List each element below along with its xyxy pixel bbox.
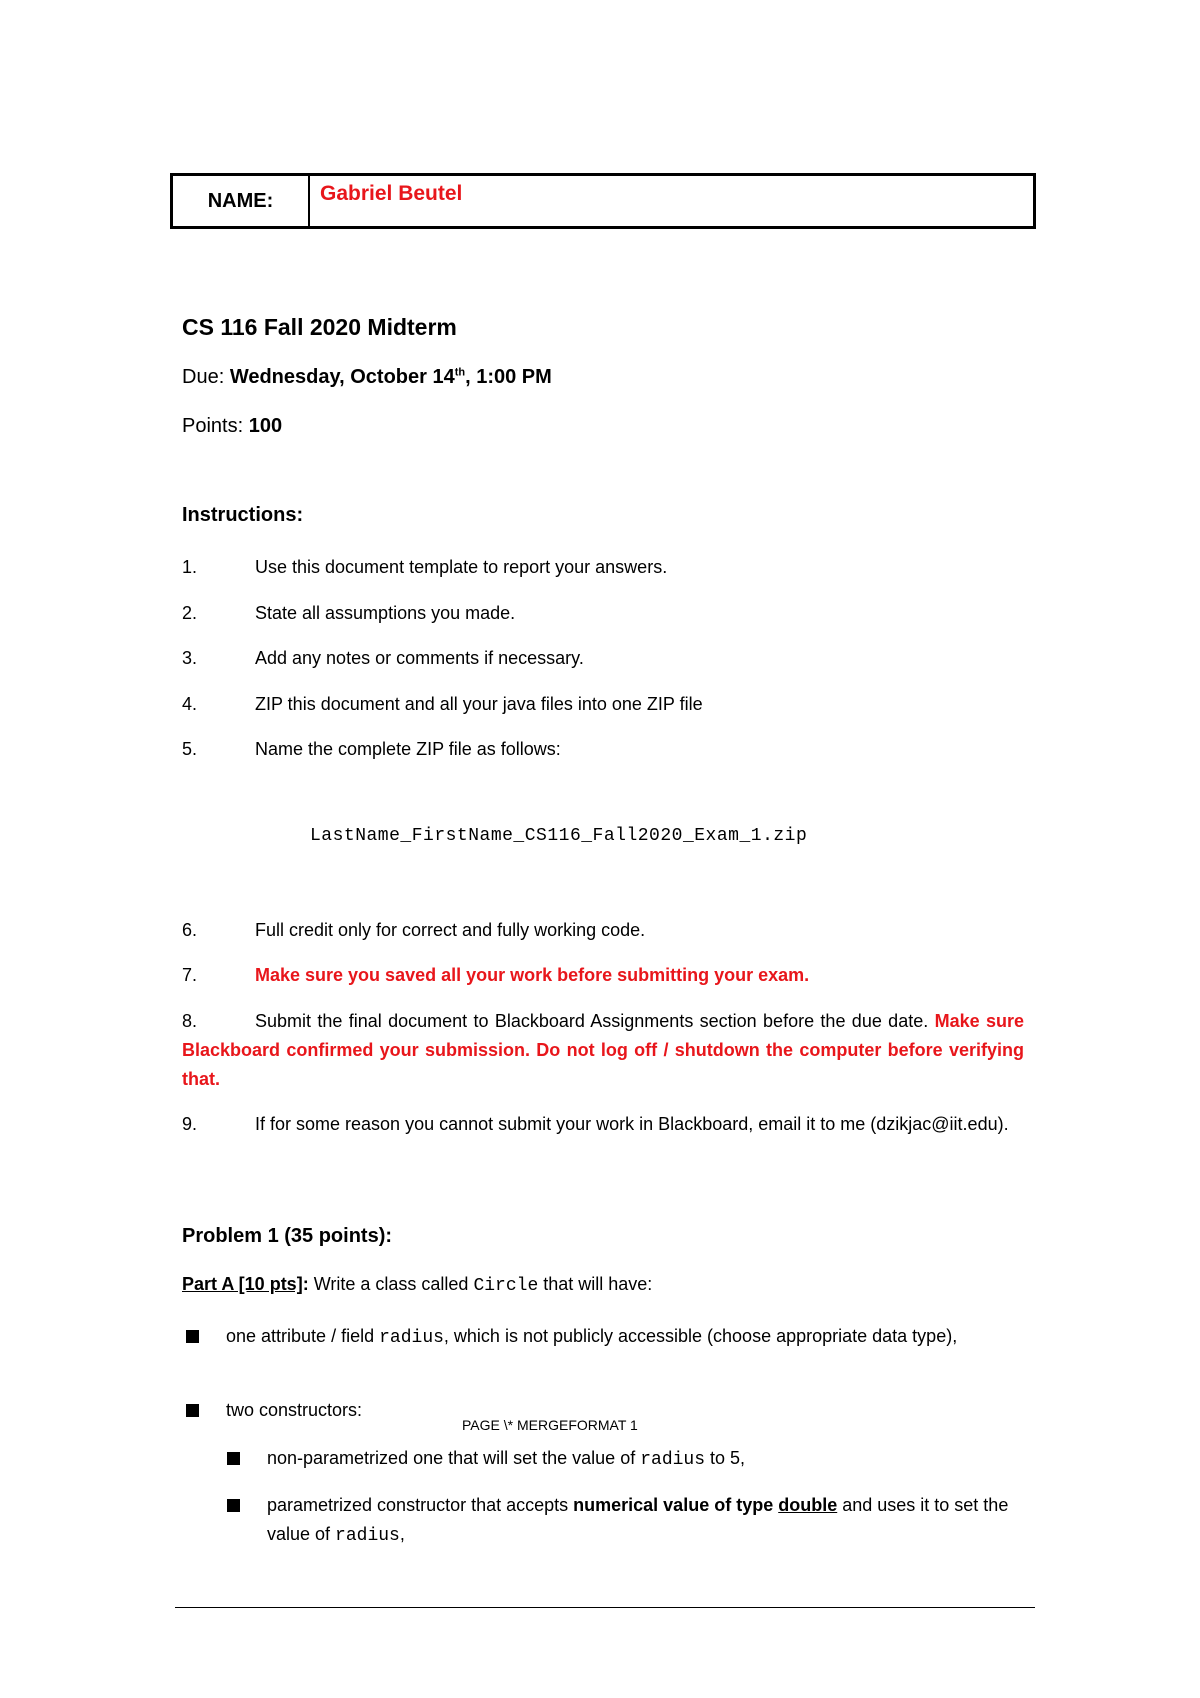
instruction-item: 8. Submit the final document to Blackboard Assignments section before the due date. Make sure Blackboard confirmed your submission. Do not log off / shutdown the computer before verifying that. [182, 1011, 1024, 1089]
points-label: Points: [182, 415, 244, 437]
square-bullet-icon [186, 1330, 199, 1343]
document-title: CS 116 Fall 2020 Midterm [182, 314, 457, 340]
instruction-item: 3. Add any notes or comments if necessary. [182, 648, 584, 668]
footer-divider [175, 1607, 1035, 1608]
due-label: Due: [182, 366, 225, 388]
list-item: parametrized constructor that accepts numerical value of type double and uses it to set the value of radius, [227, 1491, 1027, 1551]
due-value: Wednesday, October 14th, 1:00 PM [229, 366, 552, 388]
class-name-code: Circle [473, 1276, 539, 1296]
list-item: non-parametrized one that will set the value of radius to 5, [227, 1444, 1027, 1475]
square-bullet-icon [227, 1452, 240, 1465]
list-item: two constructors: [186, 1396, 1026, 1425]
square-bullet-icon [227, 1499, 240, 1512]
instruction-item: 9. If for some reason you cannot submit your work in Blackboard, email it to me (dzikjac@iit.edu). [182, 1114, 1009, 1134]
part-a-label: Part A [10 pts] [182, 1274, 303, 1294]
instruction-item: 5. Name the complete ZIP file as follows: [182, 739, 561, 759]
instruction-item: 1. Use this document template to report your answers. [182, 557, 668, 577]
instruction-item: 6. Full credit only for correct and fully working code. [182, 920, 646, 940]
instruction-item: 7. Make sure you saved all your work before submitting your exam. [182, 965, 810, 985]
list-item: one attribute / field radius, which is not publicly accessible (choose appropriate data type), [186, 1322, 1026, 1353]
points-value: 100 [248, 415, 283, 437]
name-label: NAME: [173, 176, 310, 226]
due-line [182, 366, 552, 389]
points-line [182, 415, 282, 438]
problem1-heading: Problem 1 (35 points): [182, 1225, 393, 1247]
instructions-heading: Instructions: [182, 504, 304, 526]
instruction-item: 2. State all assumptions you made. [182, 603, 516, 623]
zip-filename: LastName_FirstName_CS116_Fall2020_Exam_1.zip [310, 826, 808, 846]
part-a-line: Part A [10 pts]: Write a class called Circle that will have: [182, 1274, 653, 1296]
page-field-code: PAGE \* MERGEFORMAT 1 [462, 1417, 638, 1433]
square-bullet-icon [186, 1404, 199, 1417]
name-value: Gabriel Beutel [320, 182, 463, 205]
instruction-item: 4. ZIP this document and all your java files into one ZIP file [182, 694, 703, 714]
name-table [170, 173, 1036, 229]
